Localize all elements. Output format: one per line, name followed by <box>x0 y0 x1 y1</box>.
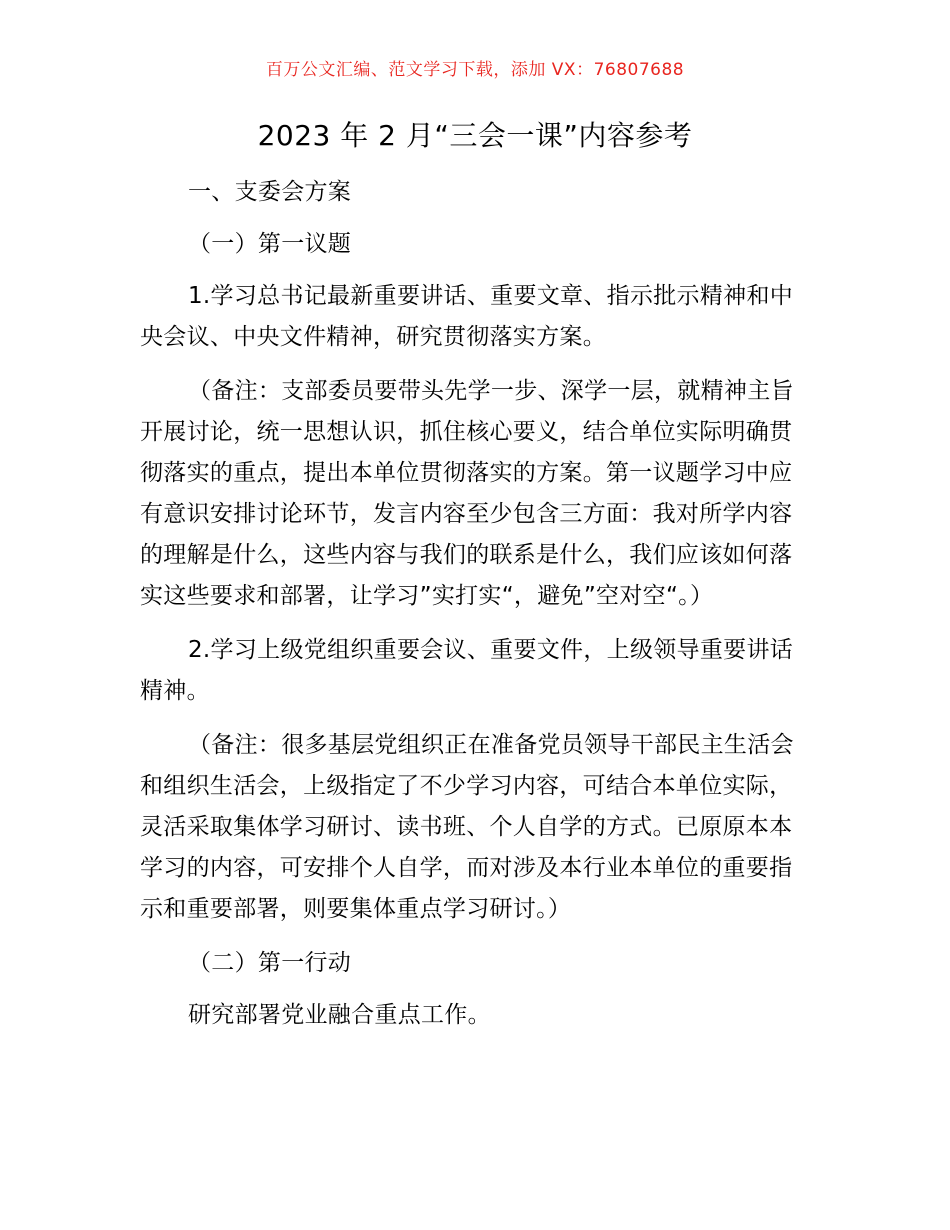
document-body <box>140 172 812 1049</box>
document-title: 2023 年 2 月“三会一课”内容参考 <box>257 119 693 152</box>
agenda-item: 2.学习上级党组织重要会议、重要文件，上级领导重要讲话精神。 <box>140 637 794 704</box>
section-heading: 一、支委会方案 <box>188 179 352 205</box>
action-paragraph: 研究部署党业融合重点工作。 <box>188 1002 491 1028</box>
subsection-heading: （一）第一议题 <box>188 231 352 257</box>
note-paragraph: （备注：支部委员要带头先学一步、深学一层，就精神主旨开展讨论，统一思想认识，抓住核心要义，结合单位实际明确贯彻落实的重点，提出本单位贯彻落实的方案。第一议题学习中应有意识安排讨论环节，发言内容至少包含三方面：我对所学内容的理解是什么，这些内容与我们的联系是什么，我们应该如何落实这些要求和部署，让学习”实打实“，避免”空对空“。） <box>140 378 794 609</box>
note-paragraph: （备注：很多基层党组织正在准备党员领导干部民主生活会和组织生活会，上级指定了不少学习内容，可结合本单位实际，灵活采取集体学习研讨、读书班、个人自学的方式。已原原本本学习的内容，可安排个人自学，而对涉及本行业本单位的重要指示和重要部署，则要集体重点学习研讨。） <box>140 732 794 922</box>
subsection-heading: （二）第一行动 <box>188 950 352 976</box>
agenda-item: 1.学习总书记最新重要讲话、重要文章、指示批示精神和中央会议、中央文件精神，研究贯彻落实方案。 <box>140 283 794 350</box>
watermark-header: 百万公文汇编、范文学习下载，添加 VX：76807688 <box>265 60 685 80</box>
